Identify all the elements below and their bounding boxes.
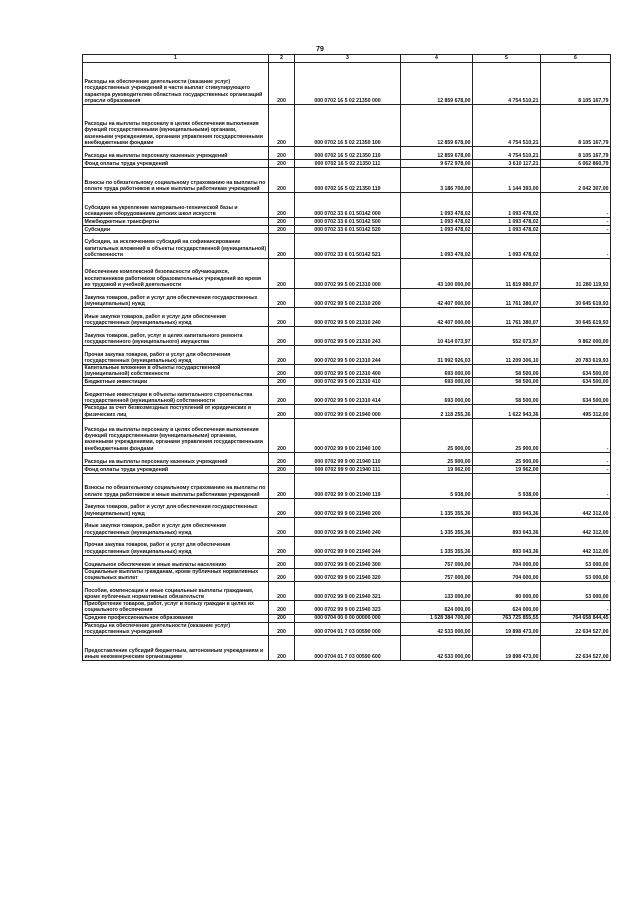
row-approved-amount: 5 938,00 (401, 473, 473, 498)
row-description: Расходы на обеспечение деятельности (оказание услуг) государственных учреждений в части выплат стимулирующего характера руководителям областных государственных организаций отрасли образования (83, 63, 269, 105)
row-executed-amount: 11 819 880,07 (473, 259, 541, 289)
row-unexecuted-amount: 9 862 000,00 (541, 327, 611, 346)
row-unexecuted-amount: 30 645 619,93 (541, 308, 611, 327)
row-description: Расходы на выплаты персоналу в целях обеспечения выполнения функций государственными (муниципальными) органами, казенными учреждениями, органами управления государственными внебюджетными фондами (83, 105, 269, 147)
table-row (83, 105, 611, 147)
row-executed-amount: 704 000,00 (473, 568, 541, 581)
row-unexecuted-amount: - (541, 418, 611, 452)
row-line-code: 200 (269, 308, 295, 327)
row-classification-code: 000 0702 99 5 00 21310 243 (295, 327, 401, 346)
row-description: Взносы по обязательному социальному страхованию на выплаты по оплате труда работников и иные выплаты работникам учреждений (83, 473, 269, 498)
row-approved-amount: 12 859 678,00 (401, 63, 473, 105)
table-row (83, 193, 611, 218)
row-classification-code: 000 0702 99 5 00 21310 200 (295, 289, 401, 308)
row-line-code: 200 (269, 405, 295, 418)
row-classification-code: 000 0702 99 5 00 21310 240 (295, 308, 401, 327)
row-unexecuted-amount: 442 312,00 (541, 498, 611, 517)
header-cell-6: 6 (541, 55, 611, 63)
row-unexecuted-amount: - (541, 465, 611, 473)
table-row (83, 622, 611, 635)
row-approved-amount: 1 093 478,02 (401, 193, 473, 218)
row-unexecuted-amount: 442 312,00 (541, 517, 611, 536)
row-classification-code: 000 0702 99 5 00 21310 244 (295, 346, 401, 365)
row-executed-amount: 893 043,36 (473, 498, 541, 517)
row-description: Субсидии (83, 226, 269, 234)
row-executed-amount: 763 725 855,55 (473, 614, 541, 622)
row-unexecuted-amount: 31 280 119,93 (541, 259, 611, 289)
row-approved-amount: 1 335 355,36 (401, 498, 473, 517)
row-classification-code: 000 0702 33 6 01 50142 521 (295, 234, 401, 259)
row-description: Иные закупки товаров, работ и услуг для обеспечения государственных (муниципальных) нужд (83, 517, 269, 536)
table-row (83, 418, 611, 452)
row-classification-code: 000 0702 99 9 00 21940 244 (295, 536, 401, 555)
row-unexecuted-amount: 634 500,00 (541, 365, 611, 378)
row-line-code: 200 (269, 160, 295, 168)
row-approved-amount: 10 414 073,97 (401, 327, 473, 346)
row-executed-amount: 5 938,00 (473, 473, 541, 498)
row-executed-amount: 19 962,00 (473, 465, 541, 473)
table-row (83, 308, 611, 327)
table-row (83, 226, 611, 234)
row-classification-code: 000 0702 99 5 00 21310 000 (295, 259, 401, 289)
row-line-code: 200 (269, 418, 295, 452)
row-approved-amount: 1 335 355,36 (401, 517, 473, 536)
table-row (83, 614, 611, 622)
row-unexecuted-amount: 8 105 167,79 (541, 63, 611, 105)
row-approved-amount: 25 900,00 (401, 452, 473, 465)
row-line-code: 200 (269, 582, 295, 601)
row-line-code: 200 (269, 601, 295, 614)
budget-table (82, 54, 611, 661)
row-line-code: 200 (269, 218, 295, 226)
row-unexecuted-amount: - (541, 193, 611, 218)
row-line-code: 200 (269, 636, 295, 661)
row-approved-amount: 42 533 000,00 (401, 636, 473, 661)
row-approved-amount: 624 000,00 (401, 601, 473, 614)
table-row (83, 234, 611, 259)
row-unexecuted-amount: 495 312,00 (541, 405, 611, 418)
row-executed-amount: 624 000,00 (473, 601, 541, 614)
row-description: Бюджетные инвестиции (83, 378, 269, 386)
row-approved-amount: 757 000,00 (401, 568, 473, 581)
row-description: Закупка товаров, работ и услуг для обеспечения государственных (муниципальных) нужд (83, 498, 269, 517)
row-line-code: 200 (269, 63, 295, 105)
row-executed-amount: 1 093 478,02 (473, 234, 541, 259)
row-executed-amount: 58 500,00 (473, 386, 541, 405)
row-classification-code: 000 0702 99 9 00 21940 240 (295, 517, 401, 536)
table-row (83, 473, 611, 498)
table-row (83, 160, 611, 168)
row-approved-amount: 9 672 978,00 (401, 160, 473, 168)
row-line-code: 200 (269, 386, 295, 405)
row-approved-amount: 1 093 478,02 (401, 234, 473, 259)
row-approved-amount: 757 000,00 (401, 555, 473, 568)
table-row (83, 517, 611, 536)
header-row (83, 55, 611, 63)
header-cell-3: 3 (295, 55, 401, 63)
row-classification-code: 000 0702 16 5 02 21350 100 (295, 105, 401, 147)
table-row (83, 346, 611, 365)
row-classification-code: 000 0702 99 5 00 21310 400 (295, 365, 401, 378)
table-row (83, 498, 611, 517)
row-description: Прочая закупка товаров, работ и услуг для обеспечения государственных (муниципальных) нужд (83, 536, 269, 555)
row-executed-amount: 1 093 478,02 (473, 193, 541, 218)
row-executed-amount: 11 761 380,07 (473, 289, 541, 308)
row-line-code: 200 (269, 498, 295, 517)
row-description: Обеспечение комплексной безопасности обучающихся, воспитанников работников образовательных учреждений во время их трудовой и учебной деятельности (83, 259, 269, 289)
row-executed-amount: 1 093 478,02 (473, 218, 541, 226)
row-approved-amount: 42 407 000,00 (401, 289, 473, 308)
row-description: Прочая закупка товаров, работ и услуг для обеспечения государственных (муниципальных) нужд (83, 346, 269, 365)
row-approved-amount: 12 859 678,00 (401, 147, 473, 160)
table-row (83, 601, 611, 614)
row-unexecuted-amount: 53 000,00 (541, 568, 611, 581)
row-line-code: 200 (269, 147, 295, 160)
table-row (83, 259, 611, 289)
row-classification-code: 000 0702 33 6 01 50142 000 (295, 193, 401, 218)
row-unexecuted-amount: 2 042 307,00 (541, 168, 611, 193)
row-classification-code: 000 0702 99 9 00 21940 300 (295, 555, 401, 568)
row-approved-amount: 1 528 384 700,00 (401, 614, 473, 622)
table-row (83, 327, 611, 346)
row-description: Расходы на выплаты персоналу казенных учреждений (83, 452, 269, 465)
row-line-code: 200 (269, 452, 295, 465)
row-classification-code: 000 0702 16 5 02 21350 110 (295, 147, 401, 160)
row-classification-code: 000 0702 99 9 00 21940 323 (295, 601, 401, 614)
row-executed-amount: 58 500,00 (473, 378, 541, 386)
row-unexecuted-amount: 53 000,00 (541, 582, 611, 601)
row-description: Закупка товаров, работ и услуг для обеспечения государственных (муниципальных) нужд (83, 289, 269, 308)
row-line-code: 200 (269, 555, 295, 568)
table-row (83, 636, 611, 661)
row-executed-amount: 4 754 510,21 (473, 63, 541, 105)
row-approved-amount: 133 000,00 (401, 582, 473, 601)
row-unexecuted-amount: 442 312,00 (541, 536, 611, 555)
row-description: Социальные выплаты гражданам, кроме публичных нормативных социальных выплат (83, 568, 269, 581)
row-description: Фонд оплаты труда учреждений (83, 160, 269, 168)
row-classification-code: 000 0702 99 9 00 21940 111 (295, 465, 401, 473)
row-description: Фонд оплаты труда учреждений (83, 465, 269, 473)
table-body (83, 63, 611, 661)
row-approved-amount: 2 118 255,36 (401, 405, 473, 418)
row-executed-amount: 893 043,36 (473, 536, 541, 555)
page-number: 79 (316, 46, 324, 53)
row-description: Взносы по обязательному социальному страхованию на выплаты по оплате труда работников и иные выплаты работникам учреждений (83, 168, 269, 193)
row-classification-code: 000 0702 99 9 00 21940 119 (295, 473, 401, 498)
row-unexecuted-amount: - (541, 226, 611, 234)
row-line-code: 200 (269, 614, 295, 622)
row-description: Бюджетные инвестиции в объекты капитального строительства государственной (муниципальной) собственности (83, 386, 269, 405)
header-cell-1: 1 (83, 55, 269, 63)
row-classification-code: 000 0702 99 9 00 21940 320 (295, 568, 401, 581)
row-description: Приобретение товаров, работ, услуг в пользу граждан в целях их социального обеспечения (83, 601, 269, 614)
row-description: Субсидии на укрепление материально-технической базы и оснащение оборудованием детских школ искусств (83, 193, 269, 218)
row-classification-code: 000 0704 01 7 03 00590 000 (295, 622, 401, 635)
row-approved-amount: 31 992 926,03 (401, 346, 473, 365)
row-executed-amount: 11 761 380,07 (473, 308, 541, 327)
row-unexecuted-amount: - (541, 601, 611, 614)
row-executed-amount: 19 898 473,00 (473, 636, 541, 661)
row-executed-amount: 80 000,00 (473, 582, 541, 601)
row-unexecuted-amount: 8 105 167,79 (541, 105, 611, 147)
row-classification-code: 000 0702 99 5 00 21310 414 (295, 386, 401, 405)
row-line-code: 200 (269, 536, 295, 555)
row-executed-amount: 25 900,00 (473, 452, 541, 465)
row-approved-amount: 43 100 000,00 (401, 259, 473, 289)
row-description: Среднее профессиональное образование (83, 614, 269, 622)
row-approved-amount: 25 900,00 (401, 418, 473, 452)
header-cell-5: 5 (473, 55, 541, 63)
row-classification-code: 000 0702 16 5 02 21350 119 (295, 168, 401, 193)
row-approved-amount: 12 859 678,00 (401, 105, 473, 147)
row-description: Иные закупки товаров, работ и услуг для обеспечения государственных (муниципальных) нужд (83, 308, 269, 327)
header-cell-2: 2 (269, 55, 295, 63)
row-executed-amount: 704 000,00 (473, 555, 541, 568)
row-line-code: 200 (269, 193, 295, 218)
row-line-code: 200 (269, 622, 295, 635)
row-classification-code: 000 0702 99 9 00 21940 110 (295, 452, 401, 465)
row-executed-amount: 1 622 943,36 (473, 405, 541, 418)
row-approved-amount: 1 335 355,36 (401, 536, 473, 555)
row-description: Закупка товаров, работ, услуг в целях капитального ремонта государственного (муниципального) имущества (83, 327, 269, 346)
row-line-code: 200 (269, 234, 295, 259)
row-line-code: 200 (269, 568, 295, 581)
row-unexecuted-amount: 22 634 527,00 (541, 636, 611, 661)
row-unexecuted-amount: 634 500,00 (541, 386, 611, 405)
table-row (83, 452, 611, 465)
row-description: Расходы за счет безвозмездных поступлений от юридических и физических лиц (83, 405, 269, 418)
row-line-code: 200 (269, 346, 295, 365)
row-line-code: 200 (269, 327, 295, 346)
row-executed-amount: 4 754 510,21 (473, 105, 541, 147)
row-executed-amount: 3 610 117,21 (473, 160, 541, 168)
row-classification-code: 000 0704 01 7 03 00590 600 (295, 636, 401, 661)
row-description: Пособия, компенсации и иные социальные выплаты гражданам, кроме публичных нормативных обязательств (83, 582, 269, 601)
row-description: Расходы на выплаты персоналу казенных учреждений (83, 147, 269, 160)
row-approved-amount: 1 093 478,02 (401, 226, 473, 234)
header-cell-4: 4 (401, 55, 473, 63)
row-classification-code: 000 0702 16 5 02 21350 111 (295, 160, 401, 168)
row-approved-amount: 693 000,00 (401, 365, 473, 378)
row-unexecuted-amount: 30 645 619,93 (541, 289, 611, 308)
row-line-code: 200 (269, 289, 295, 308)
table-row (83, 218, 611, 226)
row-description: Расходы на обеспечение деятельности (оказание услуг) государственных учреждений (83, 622, 269, 635)
row-executed-amount: 552 073,97 (473, 327, 541, 346)
row-executed-amount: 1 093 478,02 (473, 226, 541, 234)
row-description: Капитальные вложения в объекты государственной (муниципальной) собственности (83, 365, 269, 378)
table-row (83, 568, 611, 581)
row-unexecuted-amount: - (541, 234, 611, 259)
row-unexecuted-amount: 6 062 860,79 (541, 160, 611, 168)
row-approved-amount: 42 407 000,00 (401, 308, 473, 327)
row-classification-code: 000 0702 99 9 00 21940 321 (295, 582, 401, 601)
row-approved-amount: 19 962,00 (401, 465, 473, 473)
row-unexecuted-amount: - (541, 452, 611, 465)
row-description: Расходы на выплаты персоналу в целях обеспечения выполнения функций государственными (муниципальными) органами, казенными учреждениями, органами управления государственными внебюджетными фондами (83, 418, 269, 452)
row-description: Межбюджетные трансферты (83, 218, 269, 226)
row-approved-amount: 693 000,00 (401, 378, 473, 386)
row-description: Субсидии, за исключением субсидий на софинансирование капитальных вложений в объекты государственной (муниципальной) собственности (83, 234, 269, 259)
row-classification-code: 000 0704 00 0 00 00000 000 (295, 614, 401, 622)
table-row (83, 555, 611, 568)
table-row (83, 289, 611, 308)
row-approved-amount: 3 186 700,00 (401, 168, 473, 193)
row-approved-amount: 42 533 000,00 (401, 622, 473, 635)
row-executed-amount: 58 500,00 (473, 365, 541, 378)
row-line-code: 200 (269, 168, 295, 193)
row-executed-amount: 893 043,36 (473, 517, 541, 536)
row-line-code: 200 (269, 259, 295, 289)
row-approved-amount: 1 093 478,02 (401, 218, 473, 226)
row-executed-amount: 4 754 510,21 (473, 147, 541, 160)
row-line-code: 200 (269, 378, 295, 386)
row-unexecuted-amount: 8 105 167,79 (541, 147, 611, 160)
table-row (83, 386, 611, 405)
table-row (83, 465, 611, 473)
table-row (83, 378, 611, 386)
row-classification-code: 000 0702 99 9 00 21940 100 (295, 418, 401, 452)
row-line-code: 200 (269, 465, 295, 473)
table-row (83, 405, 611, 418)
row-line-code: 200 (269, 226, 295, 234)
table-row (83, 147, 611, 160)
row-unexecuted-amount: 53 000,00 (541, 555, 611, 568)
row-line-code: 200 (269, 365, 295, 378)
table-row (83, 536, 611, 555)
row-description: Предоставление субсидий бюджетным, автономным учреждениям и иным некоммерческим организациям (83, 636, 269, 661)
table-row (83, 63, 611, 105)
table-row (83, 582, 611, 601)
row-unexecuted-amount: 634 500,00 (541, 378, 611, 386)
row-executed-amount: 11 209 306,10 (473, 346, 541, 365)
row-executed-amount: 19 898 473,00 (473, 622, 541, 635)
table-row (83, 168, 611, 193)
row-classification-code: 000 0702 16 5 02 21350 000 (295, 63, 401, 105)
row-executed-amount: 25 900,00 (473, 418, 541, 452)
row-classification-code: 000 0702 99 5 00 21310 410 (295, 378, 401, 386)
row-line-code: 200 (269, 473, 295, 498)
row-executed-amount: 1 144 393,00 (473, 168, 541, 193)
row-unexecuted-amount: 22 634 527,00 (541, 622, 611, 635)
row-unexecuted-amount: 20 783 619,93 (541, 346, 611, 365)
row-unexecuted-amount: - (541, 218, 611, 226)
row-unexecuted-amount: - (541, 473, 611, 498)
table-row (83, 365, 611, 378)
row-classification-code: 000 0702 33 6 01 50142 520 (295, 226, 401, 234)
row-classification-code: 000 0702 99 9 00 21940 200 (295, 498, 401, 517)
row-classification-code: 000 0702 33 6 01 50142 500 (295, 218, 401, 226)
row-line-code: 200 (269, 517, 295, 536)
row-unexecuted-amount: 764 658 844,45 (541, 614, 611, 622)
row-description: Социальное обеспечение и иные выплаты населению (83, 555, 269, 568)
row-classification-code: 000 0702 99 9 00 21940 000 (295, 405, 401, 418)
row-approved-amount: 693 000,00 (401, 386, 473, 405)
row-line-code: 200 (269, 105, 295, 147)
